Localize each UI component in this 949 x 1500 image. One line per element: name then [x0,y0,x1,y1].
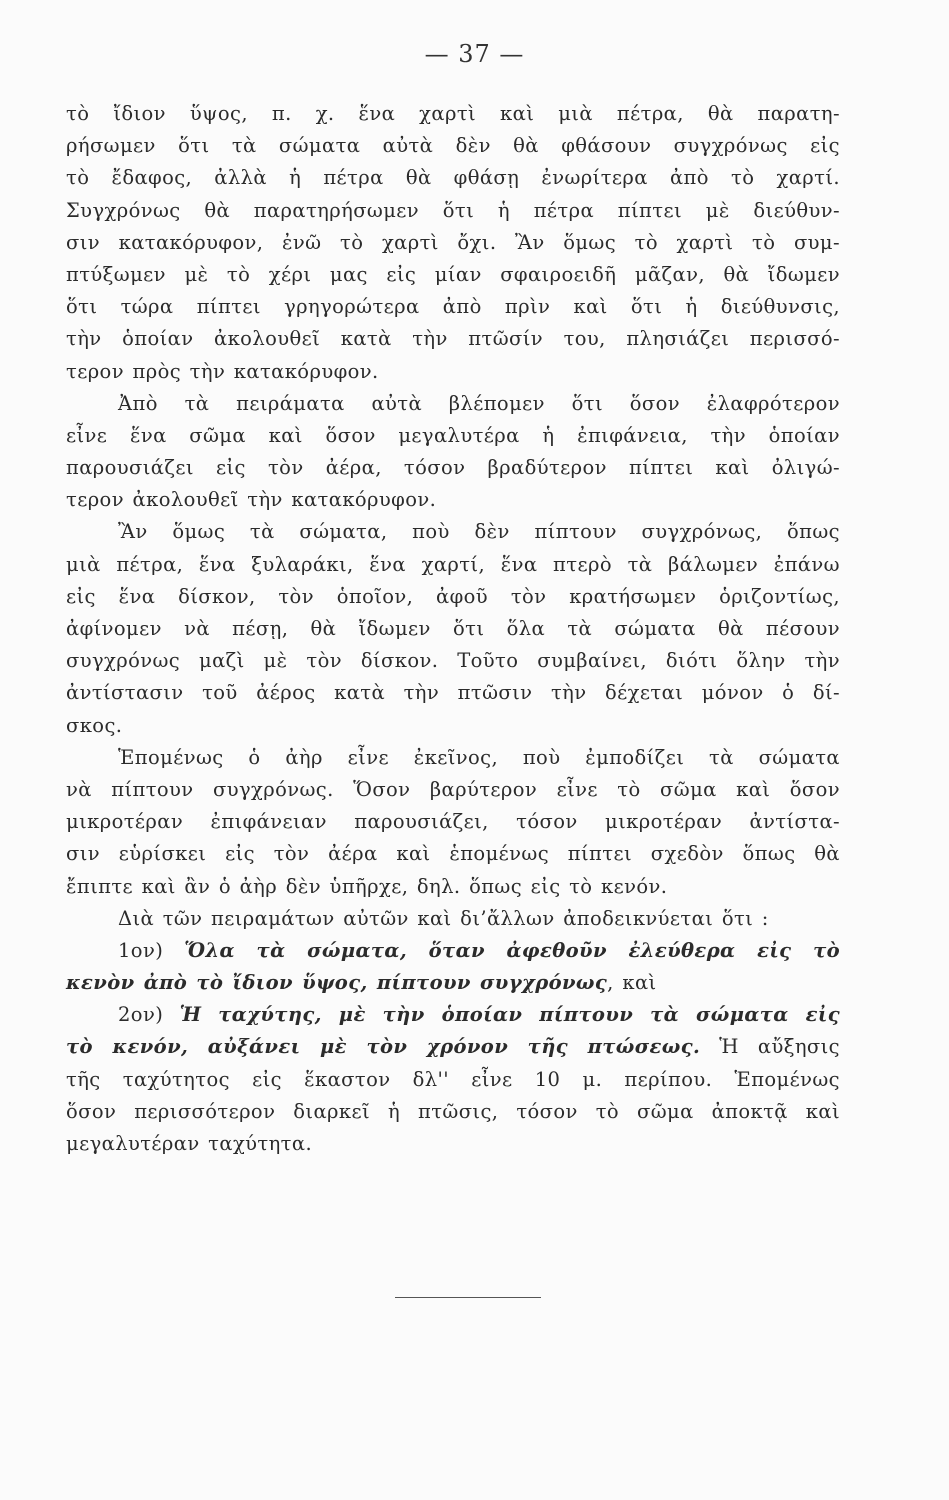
text-line: τῆς ταχύτητος εἰς ἕκαστον δλ'' εἶνε 10 μ. περίπου. Ἑπομένως [66,1067,840,1091]
text-line: σιν εὑρίσκει εἰς τὸν ἀέρα καὶ ἑπομένως πίπτει σχεδὸν ὅπως θὰ [66,842,840,866]
text-line: σκος. [66,713,123,737]
text-line: νὰ πίπτουν συγχρόνως. Ὅσον βαρύτερον εἶνε τὸ σῶμα καὶ ὅσον [66,777,840,801]
law-statement: τὸ κενόν, αὐξάνει μὲ τὸν χρόνον τῆς πτώσεως. [66,1035,701,1059]
law-2-line-1 [66,999,840,1031]
law-1-line-1 [66,935,840,967]
law-1-line-2 [66,967,840,999]
text-line: Ἂν ὅμως τὰ σώματα, ποὺ δὲν πίπτουν συγχρόνως, ὅπως [118,520,840,544]
text-line: σιν κατακόρυφον, ἐνῶ τὸ χαρτὶ ὄχι. Ἂν ὅμως τὸ χαρτὶ τὸ συμ- [66,230,840,254]
text-line: ἀντίστασιν τοῦ ἀέρος κατὰ τὴν πτῶσιν τὴν δέχεται μόνον ὁ δί- [66,681,840,705]
section-divider [395,1297,541,1298]
text-line: τὸ ἴδιον ὕψος, π. χ. ἕνα χαρτὶ καὶ μιὰ πέτρα, θὰ παρατη- [66,102,840,125]
law-tail: Ἡ αὔξησις [700,1035,840,1059]
text-line: ὅτι τώρα πίπτει γρηγορώτερα ἀπὸ πρὶν καὶ ὅτι ἡ διεύθυνσις, [66,295,840,319]
law-tail: , καὶ [607,971,657,995]
text-line: ρήσωμεν ὅτι τὰ σώματα αὐτὰ δὲν θὰ φθάσουν συγχρόνως εἰς [66,134,840,158]
text-line: τερον πρὸς τὴν κατακόρυφον. [66,359,379,383]
text-line: μιὰ πέτρα, ἕνα ξυλαράκι, ἕνα χαρτί, ἕνα πτερὸ τὰ βάλωμεν ἐπάνω [66,552,840,576]
text-line: τὴν ὁποίαν ἀκολουθεῖ κατὰ τὴν πτῶσίν του, πλησιάζει περισσό- [66,327,840,351]
text-line: συγχρόνως μαζὶ μὲ τὸν δίσκον. Τοῦτο συμβαίνει, διότι ὅλην τὴν [66,649,840,673]
law-statement: Ὅλα τὰ σώματα, ὅταν ἀφεθοῦν ἐλεύθερα εἰς τὸ [184,938,840,962]
text-line: ὅσον περισσότερον διαρκεῖ ἡ πτῶσις, τόσον τὸ σῶμα ἀποκτᾷ καὶ [66,1099,840,1123]
text-line: τὸ ἔδαφος, ἀλλὰ ἡ πέτρα θὰ φθάσῃ ἐνωρίτερα ἀπὸ τὸ χαρτί. [66,166,840,190]
law-number: 1ον) [118,938,185,962]
text-line: εἰς ἕνα δίσκον, τὸν ὁποῖον, ἀφοῦ τὸν κρατήσωμεν ὁριζοντίως, [66,584,840,608]
law-statement: κενὸν ἀπὸ τὸ ἴδιον ὕψος, πίπτουν συγχρόνως [66,971,608,995]
text-line: ἔπιπτε καὶ ἂν ὁ ἀὴρ δὲν ὑπῆρχε, δηλ. ὅπως εἰς τὸ κενόν. [66,874,668,898]
text-line: εἶνε ἕνα σῶμα καὶ ὅσον μεγαλυτέρα ἡ ἐπιφάνεια, τὴν ὁποίαν [66,423,840,447]
text-line: μεγαλυτέραν ταχύτητα. [66,1132,313,1155]
law-2-line-2 [66,1031,840,1063]
text-line: Συγχρόνως θὰ παρατηρήσωμεν ὅτι ἡ πέτρα πίπτει μὲ διεύθυν- [66,198,840,222]
text-line: παρουσιάζει εἰς τὸν ἀέρα, τόσον βραδύτερον πίπτει καὶ ὀλιγώ- [66,456,840,480]
text-line: ἀφίνομεν νὰ πέσῃ, θὰ ἴδωμεν ὅτι ὅλα τὰ σώματα θὰ πέσουν [66,617,840,640]
text-line: Διὰ τῶν πειραμάτων αὐτῶν καὶ δι’ἄλλων ἀποδεικνύεται ὅτι : [118,906,769,930]
text-line: τερον ἀκολουθεῖ τὴν κατακόρυφον. [66,488,437,512]
text-line: μικροτέραν ἐπιφάνειαν παρουσιάζει, τόσον μικροτέραν ἀντίστα- [66,810,840,834]
body-text [66,98,840,1160]
text-line: Ἑπομένως ὁ ἀὴρ εἶνε ἐκεῖνος, ποὺ ἐμποδίζει τὰ σώματα [118,745,840,769]
page-number: — 37 — [424,40,525,68]
law-statement: Ἡ ταχύτης, μὲ τὴν ὁποίαν πίπτουν τὰ σώματα εἰς [179,1003,841,1027]
text-line: Ἀπὸ τὰ πειράματα αὐτὰ βλέπομεν ὅτι ὅσον ἐλαφρότερον [118,391,840,415]
text-line: πτύξωμεν μὲ τὸ χέρι μας εἰς μίαν σφαιροειδῆ μᾶζαν, θὰ ἴδωμεν [66,262,840,286]
law-number: 2ον) [118,1003,180,1027]
